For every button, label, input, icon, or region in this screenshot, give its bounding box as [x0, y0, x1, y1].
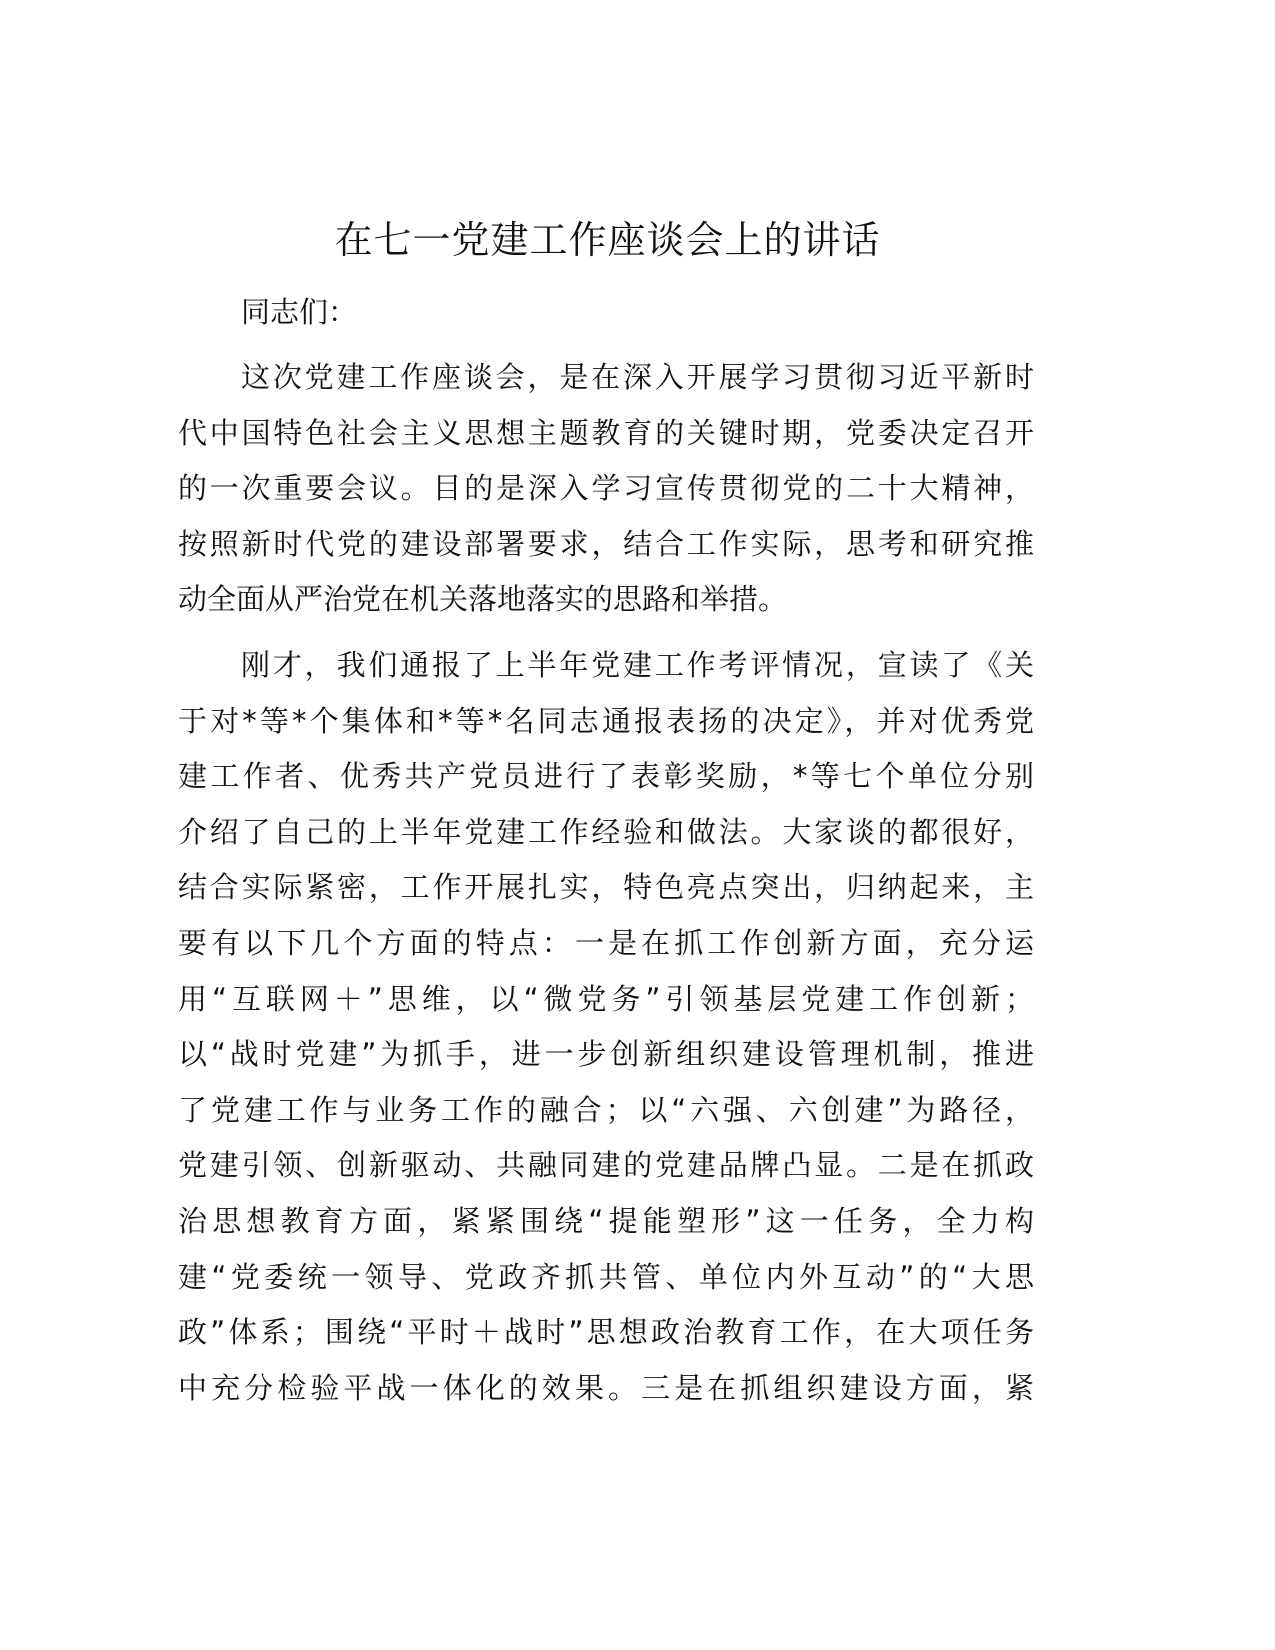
text-line: 要有以下几个方面的特点：一是在抓工作创新方面，充分运 [178, 925, 1034, 960]
text-line: 了党建工作与业务工作的融合；以“六强、六创建”为路径， [178, 1092, 1034, 1127]
paragraph-1 [178, 350, 1034, 628]
text-line: 以“战时党建”为抓手，进一步创新组织建设管理机制，推进 [178, 1037, 1034, 1072]
document-body [178, 284, 1034, 1426]
text-line: 中充分检验平战一体化的效果。三是在抓组织建设方面，紧 [178, 1370, 1034, 1405]
text-line: 用“互联网＋”思维，以“微党务”引领基层党建工作创新； [178, 981, 1034, 1016]
document-title: 在七一党建工作座谈会上的讲话 [334, 218, 881, 262]
text-line: 建“党委统一领导、党政齐抓共管、单位内外互动”的“大思 [178, 1259, 1034, 1294]
text-line: 结合实际紧密，工作开展扎实，特色亮点突出，归纳起来，主 [178, 870, 1034, 905]
text-line: 于对*等*个集体和*等*名同志通报表扬的决定》，并对优秀党 [178, 703, 1034, 738]
text-line: 刚才，我们通报了上半年党建工作考评情况，宣读了《关 [241, 647, 1034, 682]
paragraph-2 [178, 638, 1034, 1416]
text-line: 这次党建工作座谈会，是在深入开展学习贯彻习近平新时 [241, 360, 1034, 394]
text-line: 治思想教育方面，紧紧围绕“提能塑形”这一任务，全力构 [178, 1203, 1034, 1238]
text-line: 的一次重要会议。目的是深入学习宣传贯彻党的二十大精神， [178, 471, 1034, 506]
text-line: 动全面从严治党在机关落地落实的思路和举措。 [178, 582, 788, 617]
text-line: 政”体系；围绕“平时＋战时”思想政治教育工作，在大项任务 [178, 1315, 1034, 1350]
text-line: 代中国特色社会主义思想主题教育的关键时期，党委决定召开 [178, 415, 1034, 450]
text-line: 建工作者、优秀共产党员进行了表彰奖励，*等七个单位分别 [178, 759, 1034, 794]
text-line: 党建引领、创新驱动、共融同建的党建品牌凸显。二是在抓政 [178, 1148, 1034, 1183]
text-line: 按照新时代党的建设部署要求，结合工作实际，思考和研究推 [178, 526, 1034, 561]
text-line: 介绍了自己的上半年党建工作经验和做法。大家谈的都很好， [178, 814, 1034, 849]
salutation: 同志们： [241, 295, 358, 329]
